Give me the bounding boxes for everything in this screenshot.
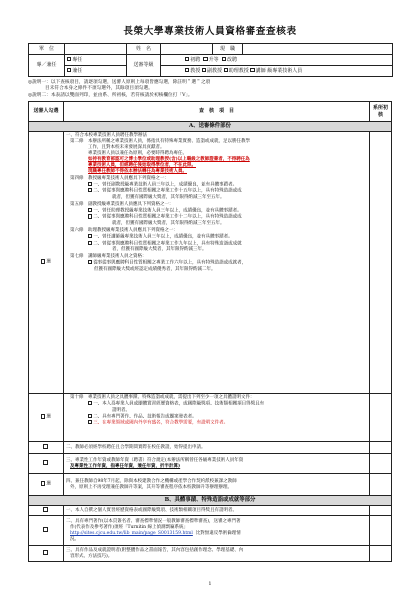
grade-level-options: 教授 副教授 助理教授 講師 級專業技術人員 xyxy=(161,66,393,77)
role-full-option[interactable]: 專任 xyxy=(65,55,127,66)
checkbox-icon[interactable] xyxy=(203,57,207,61)
checkbox-icon[interactable] xyxy=(43,507,47,511)
role-label: 專／兼任 xyxy=(29,55,65,77)
item-2: 二、教師必須經學校聘任且合學期間實際在校任教證，始得提出申請。 xyxy=(64,442,370,454)
name-label: 姓 名 xyxy=(127,44,161,55)
section-b-title: B、具體事蹟、特殊造詣或成就等部分 xyxy=(29,496,392,506)
checkbox-icon[interactable] xyxy=(250,68,254,72)
grade-type-options: 初聘 升等 改聘 xyxy=(161,55,393,66)
dept-review-cell[interactable] xyxy=(370,394,392,442)
applicant-check-cell[interactable]: 選 xyxy=(29,132,64,394)
grade-label: 送審等級 xyxy=(127,55,161,77)
checkbox-icon[interactable] xyxy=(41,481,45,485)
checkbox-icon[interactable] xyxy=(88,260,92,264)
checkbox-icon[interactable] xyxy=(88,414,92,418)
checkbox-icon[interactable] xyxy=(67,68,71,72)
turnitin-link[interactable]: http://sites.cjcu.edu.tw/lib_main/page_S0013159.html xyxy=(70,530,193,536)
checkbox-icon[interactable] xyxy=(88,401,92,405)
dept-review-cell[interactable] xyxy=(370,546,392,562)
eligibility-articles: 一、符合本校專業技術人員聘任教學辦法 第二條 本辦法所稱之專業技術人員，係指具有特殊專業實務、造詣或成就，足以勝任教學 工作，且對本校未來發展深具貢獻者。 專業技術人員以兼任為原則，必要時得聘為專任。 如持有教育部認可之博士學位或助理教授(含)以上職級之教師證書者，不得聘任為 專業技術人員，但經聘任後始取得學位者，不在此限。 現職專任教師不得依本辦法轉任為專業技術人員。 第四條 教授級專業技術人員應具下列資格之一： 一、曾任副教授級專業技術人員三年以上，成績優良，並有具體事蹟者。 二、曾從事與應聘科目性質相關之專業工作十五年以上，具有特殊造詣或成 就者，但獲有國際級大獎者，其年限得酌減三年至五年。 第五條 副教授級專業技術人員應具下列資格之一： 一、曾任助理教授級專業技術人員三年以上，成績優良，並有具體事蹟者。 二、曾從事與應聘科目性質相關之專業工作十二年以上，具有特殊造詣或成 就者，但獲有國際級大獎者，其年限得酌減三年至五年。 第六條 助理教授級專業技術人員應具下列資格之一： 一、曾任講師級專業技術人員三年以上，成績優良，並有具體事蹟者。 二、曾從事與應聘科目性質相關之專業工作九年以上，具有特殊造詣或成就 者，但獲有國際級大獎者，其年限得酌減三年。 第七條 講師級專業技術人員之資格： 從事從事與應聘科目性質相關之專業工作六年以上，具有特殊造詣或成就者， 但獲有國際級大獎或經認定成績優秀者，其年限得酌減二年。 xyxy=(64,132,370,394)
section-a-title: A、送審條件部份 xyxy=(29,122,392,132)
checkbox-icon[interactable] xyxy=(41,414,45,418)
applicant-check-cell[interactable] xyxy=(29,516,64,546)
checkbox-icon[interactable] xyxy=(88,420,92,424)
item-b2: 二、具有專門著作(以本頁簽名者、審查標準情況一般教師審查標準審查)，送審之專門著 作(代表作及參考著作)須經「Turnitin 線上偵測剽竊系統」 http://sites.cjcu.edu.tw/lib_main/page_S0013159.html 比對無違反學術倫理情 況。 xyxy=(64,516,370,546)
applicant-check-cell[interactable] xyxy=(29,454,64,474)
dept-review-cell[interactable] xyxy=(370,132,392,394)
item-4: 四、兼任教師自98年7月起，除與本校建教合作之機構或產學合作契約派校兼課之教師 外，原則上不再受理兼任教師升等案，其升等審查程序依本校教師升等辦理辦理。 xyxy=(64,474,370,496)
dept-review-cell[interactable] xyxy=(370,474,392,496)
item-3: 三、專業性工作年資或教師年資（聘書）符合規定(本辦法所稱曾任各級專業技術人員年資 及專業性工作年資，指專任年資，兼任年資，折半計算) xyxy=(64,454,370,474)
page-title: 長榮大學專業技術人員資格審查查核表 xyxy=(123,26,297,37)
note-2: ◎說明二：本表請以雙面列印，並由系、所初核，若符核請於初核欄位打「V」。 xyxy=(28,92,193,98)
checkbox-icon[interactable] xyxy=(43,460,47,464)
checkbox-icon[interactable] xyxy=(43,527,47,531)
checkbox-icon[interactable] xyxy=(41,259,45,263)
checkbox-icon[interactable] xyxy=(67,57,71,61)
checkbox-icon[interactable] xyxy=(88,234,92,238)
checkbox-icon[interactable] xyxy=(202,68,206,72)
dept-review-cell[interactable] xyxy=(370,454,392,474)
checkbox-icon[interactable] xyxy=(88,241,92,245)
checkbox-icon[interactable] xyxy=(88,188,92,192)
applicant-check-cell[interactable] xyxy=(29,546,64,562)
dept-review-cell[interactable] xyxy=(370,516,392,546)
item-b1: 一、本人自撰之個人實習經歷資格表或國際級獎項、技術類相關項目得獎且有證明者。 xyxy=(64,506,370,516)
rank-label: 現 職 xyxy=(213,44,243,55)
name-field[interactable] xyxy=(161,44,213,55)
rank-field[interactable] xyxy=(243,44,393,55)
applicant-info-table xyxy=(28,43,393,77)
item-b3: 三、具有作品及成就證明者(附整體作品之書面報告，其內容包括創作理念、學理基礎、內 容形式、方法技巧)。 xyxy=(64,546,370,562)
checkbox-icon[interactable] xyxy=(88,208,92,212)
checkbox-icon[interactable] xyxy=(222,57,226,61)
unit-field[interactable] xyxy=(65,44,127,55)
applicant-check-cell[interactable]: 選 xyxy=(29,474,64,496)
checkbox-icon[interactable] xyxy=(185,57,189,61)
checkbox-icon[interactable] xyxy=(88,182,92,186)
dept-review-cell[interactable] xyxy=(370,506,392,516)
checkbox-icon[interactable] xyxy=(224,68,228,72)
checklist-table xyxy=(28,101,392,562)
applicant-check-cell[interactable]: 選 xyxy=(29,394,64,442)
checkbox-icon[interactable] xyxy=(43,444,47,448)
role-part-option[interactable]: 兼任 xyxy=(65,66,127,77)
col-applicant-check: 送審人勾選 xyxy=(29,102,64,122)
article-10: 第十條 專業技術人員之具體事蹟、特殊造詣或成就，需提出下列至少一項之具體證明文件： 一、本人爲專業人員或團體實習經歷資格表，或國際級獎項、技術類相關項目得獎且有 證明者。 二、具有專門著作、作品、技術報告或團案發表者。 三、在專業領域或國內外享有盛名，符合教學需要，有證明文件者。 xyxy=(64,394,370,442)
checkbox-icon[interactable] xyxy=(43,550,47,554)
applicant-check-cell[interactable] xyxy=(29,506,64,516)
note-1: ◎說明一：以下查核項目，請逐項勾選，送審人原則上每項皆應勾選，除註明＂選＂之項 目未符合本身之條件不須勾選外，其餘項目須勾選。 xyxy=(28,80,211,92)
applicant-check-cell[interactable] xyxy=(29,442,64,454)
col-dept-review: 系所初核 xyxy=(370,102,392,122)
page-number: 1 xyxy=(208,581,212,588)
unit-label: 單 位 xyxy=(29,44,65,55)
checkbox-icon[interactable] xyxy=(185,68,189,72)
col-check-items: 查 核 項 目 xyxy=(64,102,370,122)
checkbox-icon[interactable] xyxy=(88,214,92,218)
instructions xyxy=(28,80,392,99)
dept-review-cell[interactable] xyxy=(370,442,392,454)
